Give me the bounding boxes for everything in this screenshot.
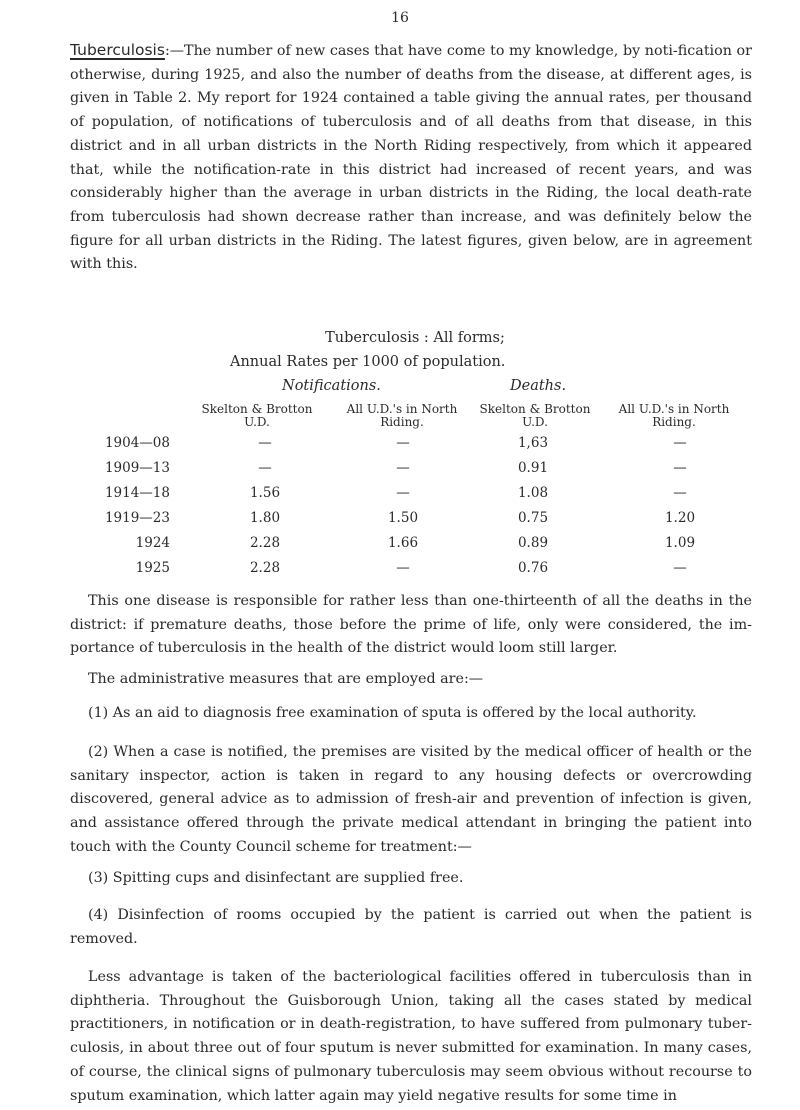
page-number: 16 — [391, 10, 409, 26]
col-header-all-uds-deaths: All U.D.'s in North Riding. — [618, 402, 730, 429]
table-row — [0, 485, 800, 507]
cell-death-skelton: 0.75 — [517, 510, 549, 526]
cell-notif-skelton: 1.80 — [249, 510, 281, 526]
cell-death-all: — — [673, 485, 687, 501]
cell-notif-skelton: 1.56 — [249, 485, 281, 501]
cell-notif-all: — — [396, 460, 410, 476]
cell-year: 1904—08 — [104, 435, 170, 451]
cell-death-skelton: 0.76 — [517, 560, 549, 576]
intro-paragraph — [70, 39, 752, 277]
cell-year: 1909—13 — [104, 460, 170, 476]
cell-death-skelton: 0.91 — [517, 460, 549, 476]
paragraph-measure-4: (4) Disinfection of rooms occupied by the patient is carried out when the patient is removed. — [70, 907, 752, 947]
col-header-skelton-notifications: Skelton & Brotton U.D. — [201, 402, 313, 429]
cell-death-all: 1.20 — [664, 510, 696, 526]
cell-notif-all: — — [396, 560, 410, 576]
table-subtitle: Annual Rates per 1000 of population. — [230, 354, 506, 370]
section-heading: Tuberculosis — [70, 41, 165, 59]
cell-notif-skelton: — — [258, 435, 272, 451]
group-deaths: Deaths. — [510, 378, 567, 394]
table-title: Tuberculosis : All forms; — [325, 330, 505, 346]
group-notifications: Notifications. — [282, 378, 381, 394]
cell-year: 1924 — [135, 535, 170, 551]
intro-text: :—The number of new cases that have come to my knowledge, by noti-fication or otherwise, during 1925, and also the number of deaths from the disease, at different ages, is given in Table 2. My report for 1924 contained a table giving the annual rates, per thousand of population, of notifications of tuberculosis and of all deaths from that disease, in this district and in all urban districts in the North Riding respectively, from which it appeared that, while the notification-rate in this district had increased of recent years, and was considerably higher than the average in urban districts in the Riding, the local death-rate from tuberculosis had shown decrease rather than increase, and was definitely below the figure for all urban districts in the Riding. The latest figures, given below, are in agreement with this. — [70, 43, 752, 273]
cell-death-all: — — [673, 560, 687, 576]
col-header-all-uds-notifications: All U.D.'s in North Riding. — [346, 402, 458, 429]
paragraph-measure-3: (3) Spitting cups and disinfectant are supplied free. — [88, 870, 464, 886]
cell-notif-skelton: — — [258, 460, 272, 476]
cell-death-skelton: 1,63 — [517, 435, 549, 451]
table-row — [0, 560, 800, 582]
cell-notif-all: — — [396, 485, 410, 501]
table-row — [0, 535, 800, 557]
col-header-skelton-deaths: Skelton & Brotton U.D. — [479, 402, 591, 429]
paragraph-measure-2: (2) When a case is notified, the premises are visited by the medical officer of health or the sanitary inspector, action is taken in regard to any housing defects or overcrowding discovered, general advice as to admission of fresh-air and prevention of infection is given, and assistance offered through the private medical attendant in bringing the patient into touch with the County Council scheme for treatment:— — [70, 744, 752, 855]
cell-death-all: — — [673, 460, 687, 476]
cell-notif-skelton: 2.28 — [249, 560, 281, 576]
cell-death-skelton: 0.89 — [517, 535, 549, 551]
table-row — [0, 460, 800, 482]
paragraph-bacteriology: Less advantage is taken of the bacteriological facilities offered in tuberculosis than in diphtheria. Throughout the Guisborough Union, taking all the cases stated by medical practitioners, in notification or in death-registration, to have suffered from pulmonary tuber-culosis, in about three out of four sputum is never submitted for examination. In many cases, of course, the clinical signs of pulmonary tuberculosis may seem obvious without recourse to sputum examination, which latter again may yield negative results for some time in — [70, 969, 752, 1104]
table-row — [0, 435, 800, 457]
cell-death-all: 1.09 — [664, 535, 696, 551]
cell-death-all: — — [673, 435, 687, 451]
cell-year: 1925 — [135, 560, 170, 576]
cell-notif-all: 1.50 — [387, 510, 419, 526]
paragraph-measure-1: (1) As an aid to diagnosis free examination of sputa is offered by the local authority. — [88, 705, 697, 721]
table-row — [0, 510, 800, 532]
paragraph-measures-intro: The administrative measures that are employed are:— — [88, 671, 484, 687]
cell-notif-all: 1.66 — [387, 535, 419, 551]
paragraph-disease-share: This one disease is responsible for rather less than one-thirteenth of all the deaths in the district: if premature deaths, those before the prime of life, only were considered, the im-portance of tuberculosis in the health of the district would loom still larger. — [70, 593, 752, 657]
cell-death-skelton: 1.08 — [517, 485, 549, 501]
cell-notif-all: — — [396, 435, 410, 451]
cell-year: 1914—18 — [104, 485, 170, 501]
cell-notif-skelton: 2.28 — [249, 535, 281, 551]
cell-year: 1919—23 — [104, 510, 170, 526]
